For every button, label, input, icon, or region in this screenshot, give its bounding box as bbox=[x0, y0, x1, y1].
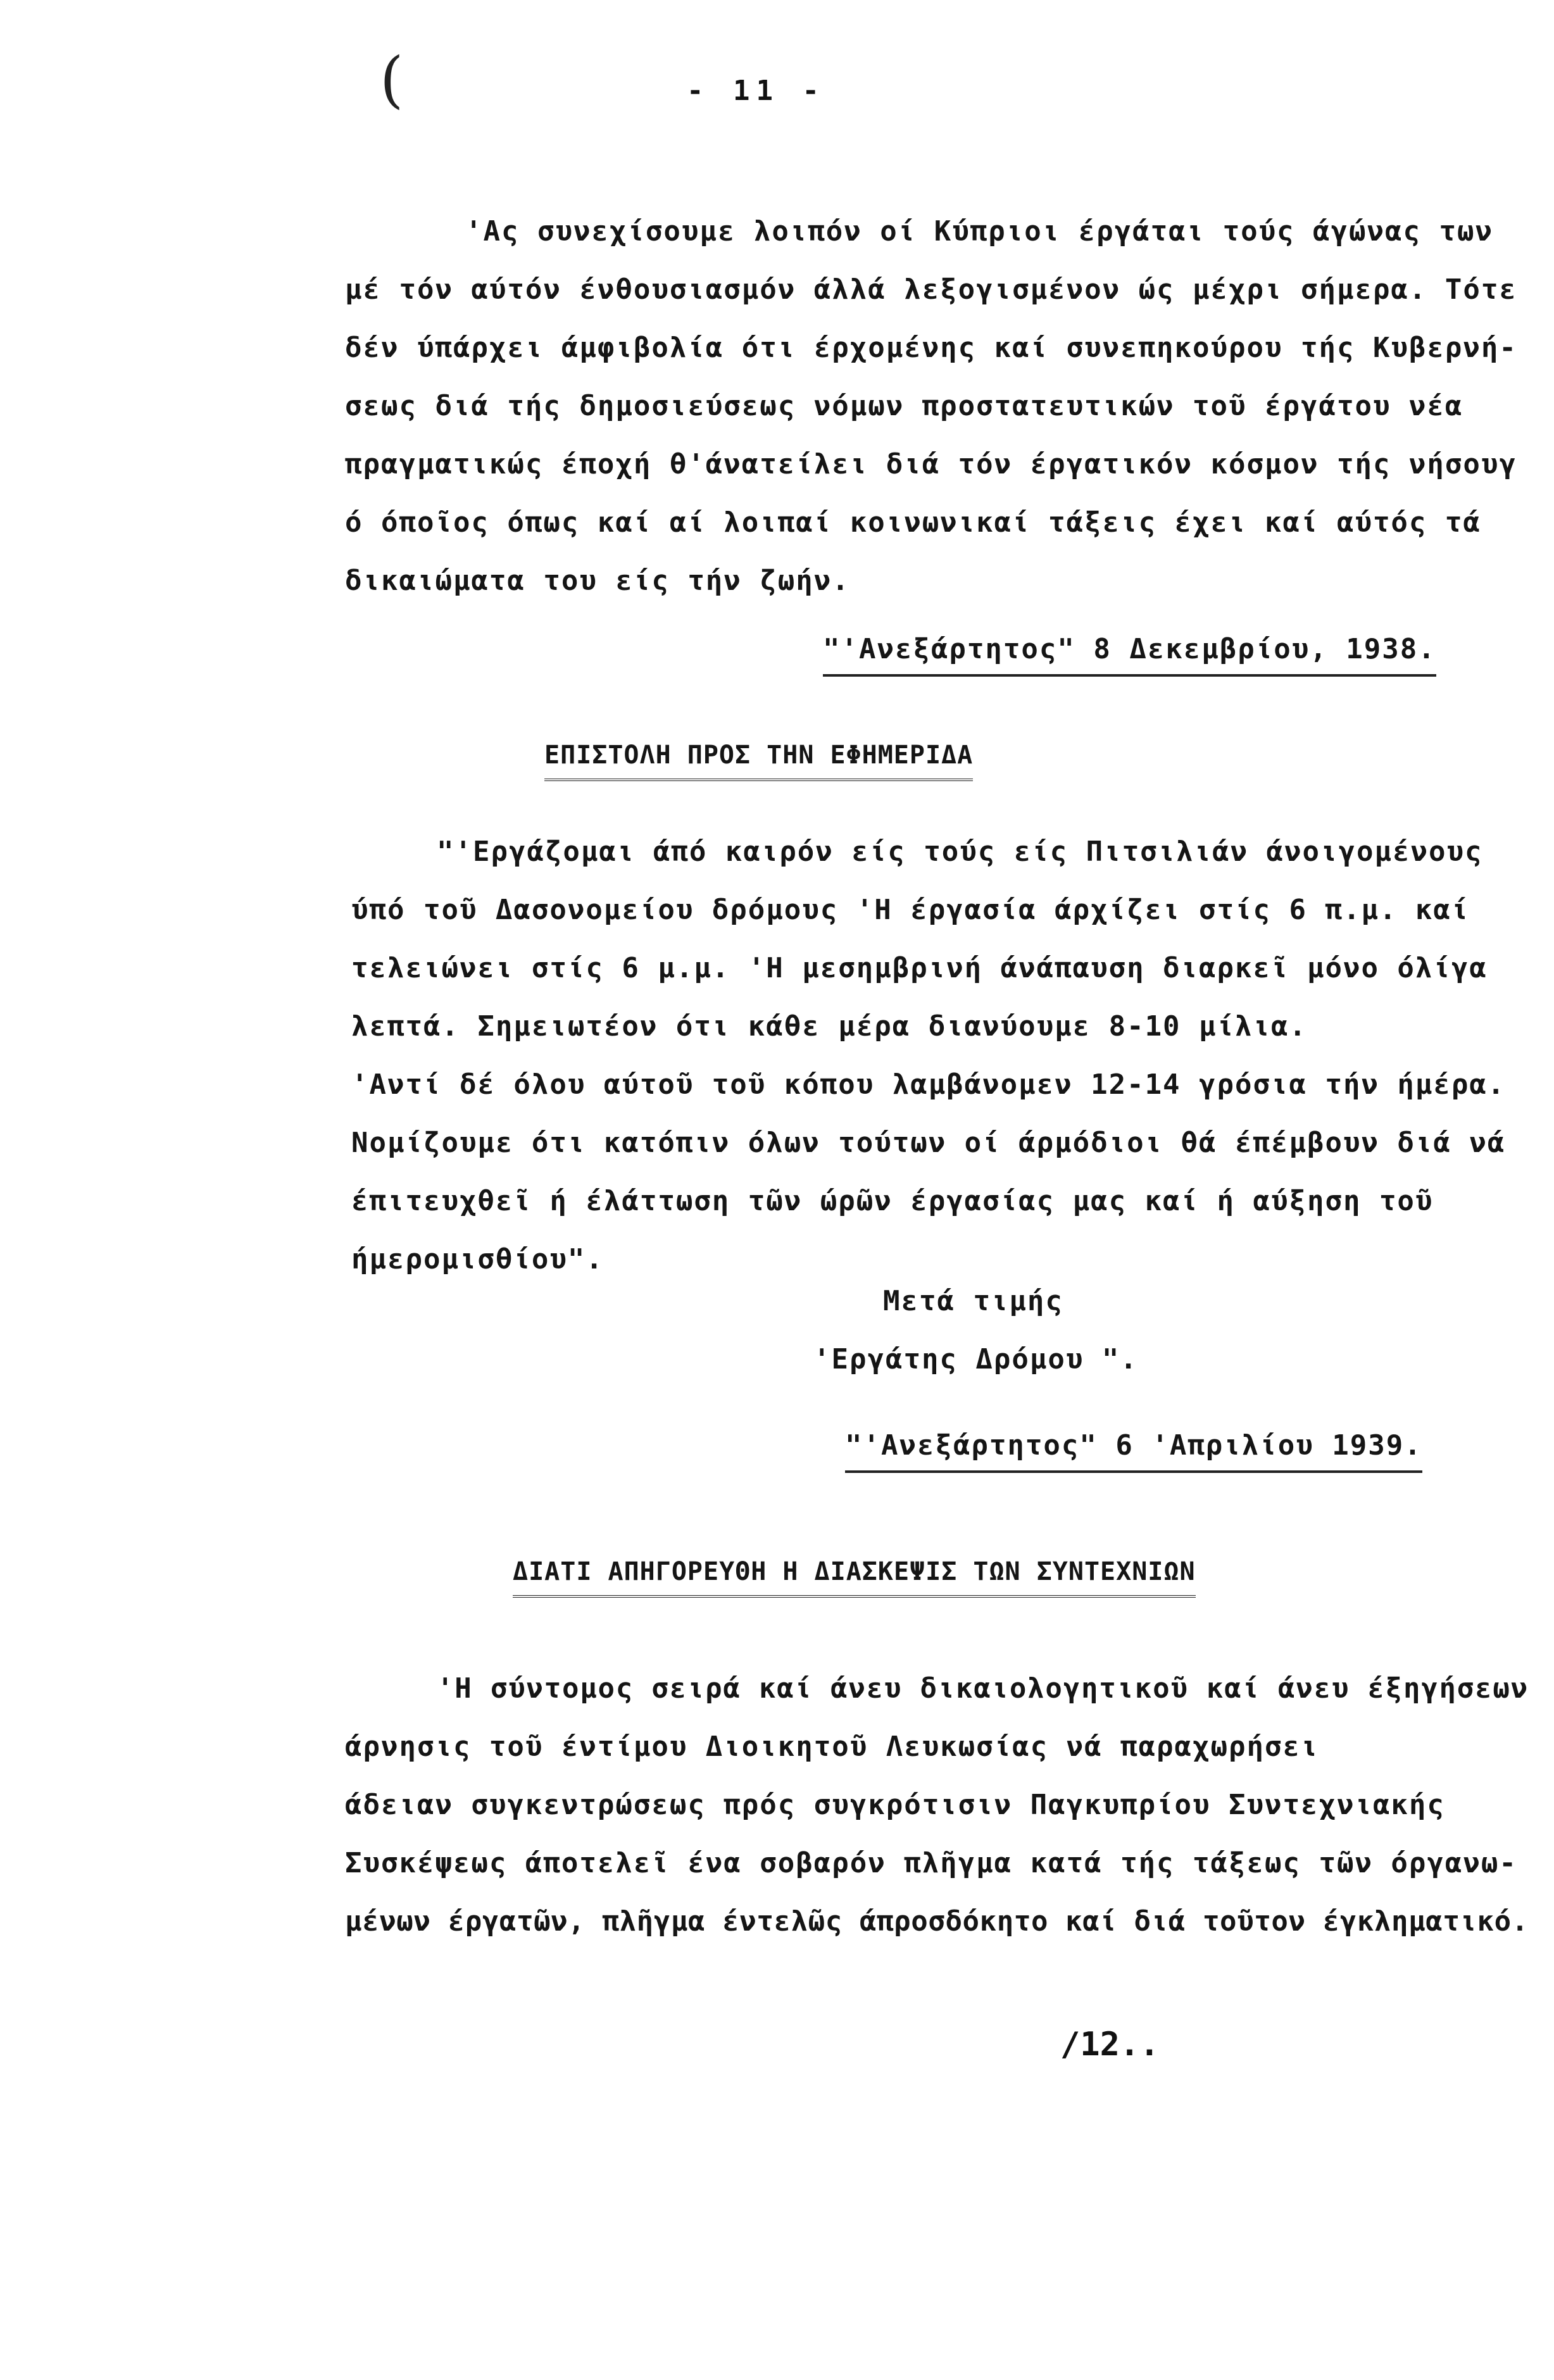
paragraph-line: άρνησις τοῦ έντίμου Διοικητοῦ Λευκωσίας νά παραχωρήσει bbox=[345, 1731, 1319, 1763]
letter-line: ήμερομισθίου". bbox=[351, 1243, 604, 1275]
letter-line: Νομίζουμε ότι κατόπιν όλων τούτων οί άρμόδιοι θά έπέμβουν διά νά bbox=[351, 1127, 1506, 1159]
citation-2: "'Ανεξάρτητος" 6 'Απριλίου 1939. bbox=[845, 1429, 1422, 1473]
letter-line: έπιτευχθεῖ ή έλάττωση τῶν ώρῶν έργασίας μας καί ή αύξηση τοῦ bbox=[351, 1185, 1434, 1217]
section-heading-conference: ΔΙΑΤΙ ΑΠΗΓΟΡΕΥΘΗ Η ΔΙΑΣΚΕΨΙΣ ΤΩΝ ΣΥΝΤΕΧΝΙΩΝ bbox=[513, 1557, 1196, 1598]
paragraph-line: μέ τόν αύτόν ένθουσιασμόν άλλά λεξογισμένον ώς μέχρι σήμερα. Τότε bbox=[345, 273, 1517, 306]
paragraph-line: μένων έργατῶν, πλῆγμα έντελῶς άπροσδόκητο καί διά τοῦτον έγκληματικό. bbox=[345, 1905, 1529, 1938]
letter-line: λεπτά. Σημειωτέον ότι κάθε μέρα διανύουμε 8-10 μίλια. bbox=[351, 1010, 1307, 1043]
letter-line: τελειώνει στίς 6 μ.μ. 'Η μεσημβρινή άνάπαυση διαρκεῖ μόνο όλίγα bbox=[351, 952, 1488, 984]
paragraph-line: άδειαν συγκεντρώσεως πρός συγκρότισιν Παγκυπρίου Συντεχνιακής bbox=[345, 1789, 1445, 1821]
citation-1: "'Ανεξάρτητος" 8 Δεκεμβρίου, 1938. bbox=[823, 633, 1436, 677]
letter-line: 'Αντί δέ όλου αύτοῦ τοῦ κόπου λαμβάνομεν 12-14 γρόσια τήν ήμέρα. bbox=[351, 1068, 1506, 1101]
paragraph-line: 'Ας συνεχίσουμε λοιπόν οί Κύπριοι έργάται τούς άγώνας των bbox=[465, 215, 1493, 247]
paragraph-line: 'Η σύντομος σειρά καί άνευ δικαιολογητικοῦ καί άνευ έξηγήσεων bbox=[437, 1672, 1529, 1705]
section-heading-letter: ΕΠΙΣΤΟΛΗ ΠΡΟΣ ΤΗΝ ΕΦΗΜΕΡΙΔΑ bbox=[544, 741, 973, 781]
paragraph-line: Συσκέψεως άποτελεῖ ένα σοβαρόν πλῆγμα κατά τής τάξεως τῶν όργανω- bbox=[345, 1847, 1517, 1879]
paragraph-line: πραγματικώς έποχή θ'άνατείλει διά τόν έργατικόν κόσμον τής νήσουγ bbox=[345, 448, 1517, 480]
page-number: - 11 - bbox=[687, 75, 825, 107]
letter-closing: Μετά τιμής bbox=[883, 1285, 1063, 1317]
paragraph-line: ό όποῖος όπως καί αί λοιπαί κοινωνικαί τάξεις έχει καί αύτός τά bbox=[345, 506, 1481, 539]
continuation-marker: /12.. bbox=[1060, 2026, 1160, 2064]
paragraph-line: δέν ύπάρχει άμφιβολία ότι έρχομένης καί συνεπηκούρου τής Κυβερνή- bbox=[345, 332, 1517, 364]
letter-line: ύπό τοῦ Δασονομείου δρόμους 'Η έργασία άρχίζει στίς 6 π.μ. καί bbox=[351, 894, 1470, 926]
paragraph-line: δικαιώματα του είς τήν ζωήν. bbox=[345, 565, 850, 597]
paragraph-line: σεως διά τής δημοσιεύσεως νόμων προστατευτικών τοῦ έργάτου νέα bbox=[345, 390, 1463, 422]
letter-signature: 'Εργάτης Δρόμου ". bbox=[813, 1343, 1138, 1375]
corner-mark: ( bbox=[380, 44, 404, 115]
letter-line: "'Εργάζομαι άπό καιρόν είς τούς είς Πιτσιλιάν άνοιγομένους bbox=[437, 836, 1483, 868]
